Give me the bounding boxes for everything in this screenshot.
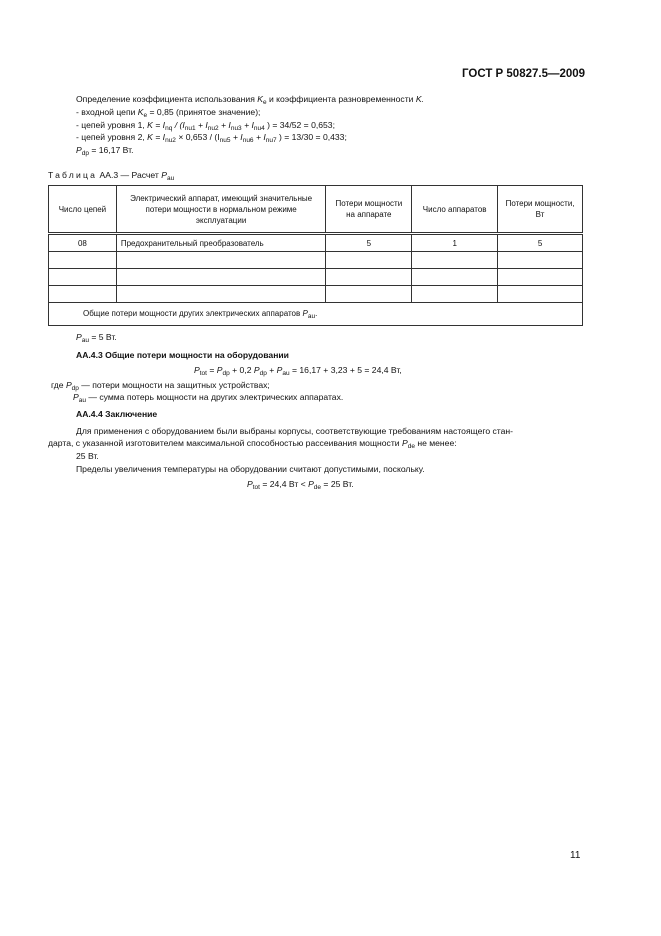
- table-row: [49, 269, 583, 286]
- col-header-loss-per-apparatus: Потери мощности на аппарате: [326, 186, 412, 234]
- table-cell: Предохранительный преобразователь: [116, 234, 326, 252]
- table-cell: [498, 269, 583, 286]
- table-cell: [116, 286, 326, 303]
- table-cell: [326, 252, 412, 269]
- intro-line-5: $P_{dp} = 16,17$ Вт.: [76, 145, 134, 157]
- table-cell: 1: [412, 234, 498, 252]
- table-row: [49, 286, 583, 303]
- section-aa43-where-1: где $P_{dp}$ — потери мощности на защитных устройствах;: [51, 380, 270, 392]
- table-caption: Таблица АА.3 — Расчет $P_{au}$: [48, 170, 175, 182]
- table-footer: Общие потери мощности других электрических аппаратов $P_{au}$.: [49, 303, 583, 326]
- section-aa44-title: АА.4.4 Заключение: [76, 409, 158, 419]
- section-aa43-formula: $P_{tot} = P_{dp} + 0,2$ $P_{dp} + P_{au} = 16,17 + 3,23 + 5 = 24,4$ Вт,: [194, 365, 402, 377]
- table-cell: [49, 252, 117, 269]
- table-cell: 5: [326, 234, 412, 252]
- intro-line-4: - цепей уровня 2, $K = I_{nu2} \times 0,653 / (I_{nu5} + I_{nu6} + I_{nu7}$ ) = 13/30 = 0,433;: [76, 132, 347, 144]
- section-aa44-para-1-line-1: Для применения с оборудованием были выбраны корпусы, соответствующие требованиям настоящего стан-: [76, 426, 514, 436]
- table-cell: 5: [498, 234, 583, 252]
- table-footer-row: [49, 303, 583, 326]
- table-cell: [49, 269, 117, 286]
- table-row: [49, 234, 583, 252]
- page-number: 11: [570, 850, 581, 861]
- col-header-circuits: Число цепей: [49, 186, 117, 234]
- pau-value: $P_{au} = 5$ Вт.: [76, 332, 117, 344]
- table-header-row: [49, 186, 583, 234]
- section-aa43-where-2: $P_{au}$ — сумма потерь мощности на других электрических аппаратах.: [73, 392, 344, 404]
- power-loss-table: [48, 185, 583, 326]
- document-id: ГОСТ Р 50827.5—2009: [462, 68, 586, 80]
- intro-line-3: - цепей уровня 1, $K = I_{nq} / (I_{nu1} + I_{nu2} + I_{nu3} + I_{nu4}$ ) = 34/52 = 0,653;: [76, 120, 335, 132]
- table-cell: [498, 286, 583, 303]
- table-cell: [116, 269, 326, 286]
- col-header-apparatus: Электрический аппарат, имеющий значительные потери мощности в нормальном режиме эксплуатации: [116, 186, 326, 234]
- section-aa44-para-2: Пределы увеличения температуры на оборудовании считают допустимыми, поскольку.: [76, 464, 425, 474]
- table-row: [49, 252, 583, 269]
- table-cell: [498, 252, 583, 269]
- table-cell: 08: [49, 234, 117, 252]
- table-cell: [326, 269, 412, 286]
- section-aa44-para-1-line-3: 25 Вт.: [76, 451, 99, 461]
- intro-line-1: Определение коэффициента использования $K_e$ и коэффициента разновременности K.: [76, 94, 424, 106]
- section-aa43-title: АА.4.3 Общие потери мощности на оборудовании: [76, 350, 289, 360]
- intro-line-2: - входной цепи $K_e = 0,85$ (принятое значение);: [76, 107, 261, 119]
- table-cell: [49, 286, 117, 303]
- section-aa44-para-1-line-2: дарта, с указанной изготовителем максимальной способностью рассеивания мощности $P_{de}$ не менее:: [48, 438, 457, 450]
- section-aa44-final-formula: $P_{tot} = 24,4$ Вт < $P_{de} = 25$ Вт.: [247, 479, 354, 491]
- col-header-loss-watts: Потери мощности, Вт: [498, 186, 583, 234]
- table-cell: [412, 252, 498, 269]
- table-cell: [412, 269, 498, 286]
- table-cell: [412, 286, 498, 303]
- table-cell: [116, 252, 326, 269]
- col-header-apparatus-count: Число аппаратов: [412, 186, 498, 234]
- table-cell: [326, 286, 412, 303]
